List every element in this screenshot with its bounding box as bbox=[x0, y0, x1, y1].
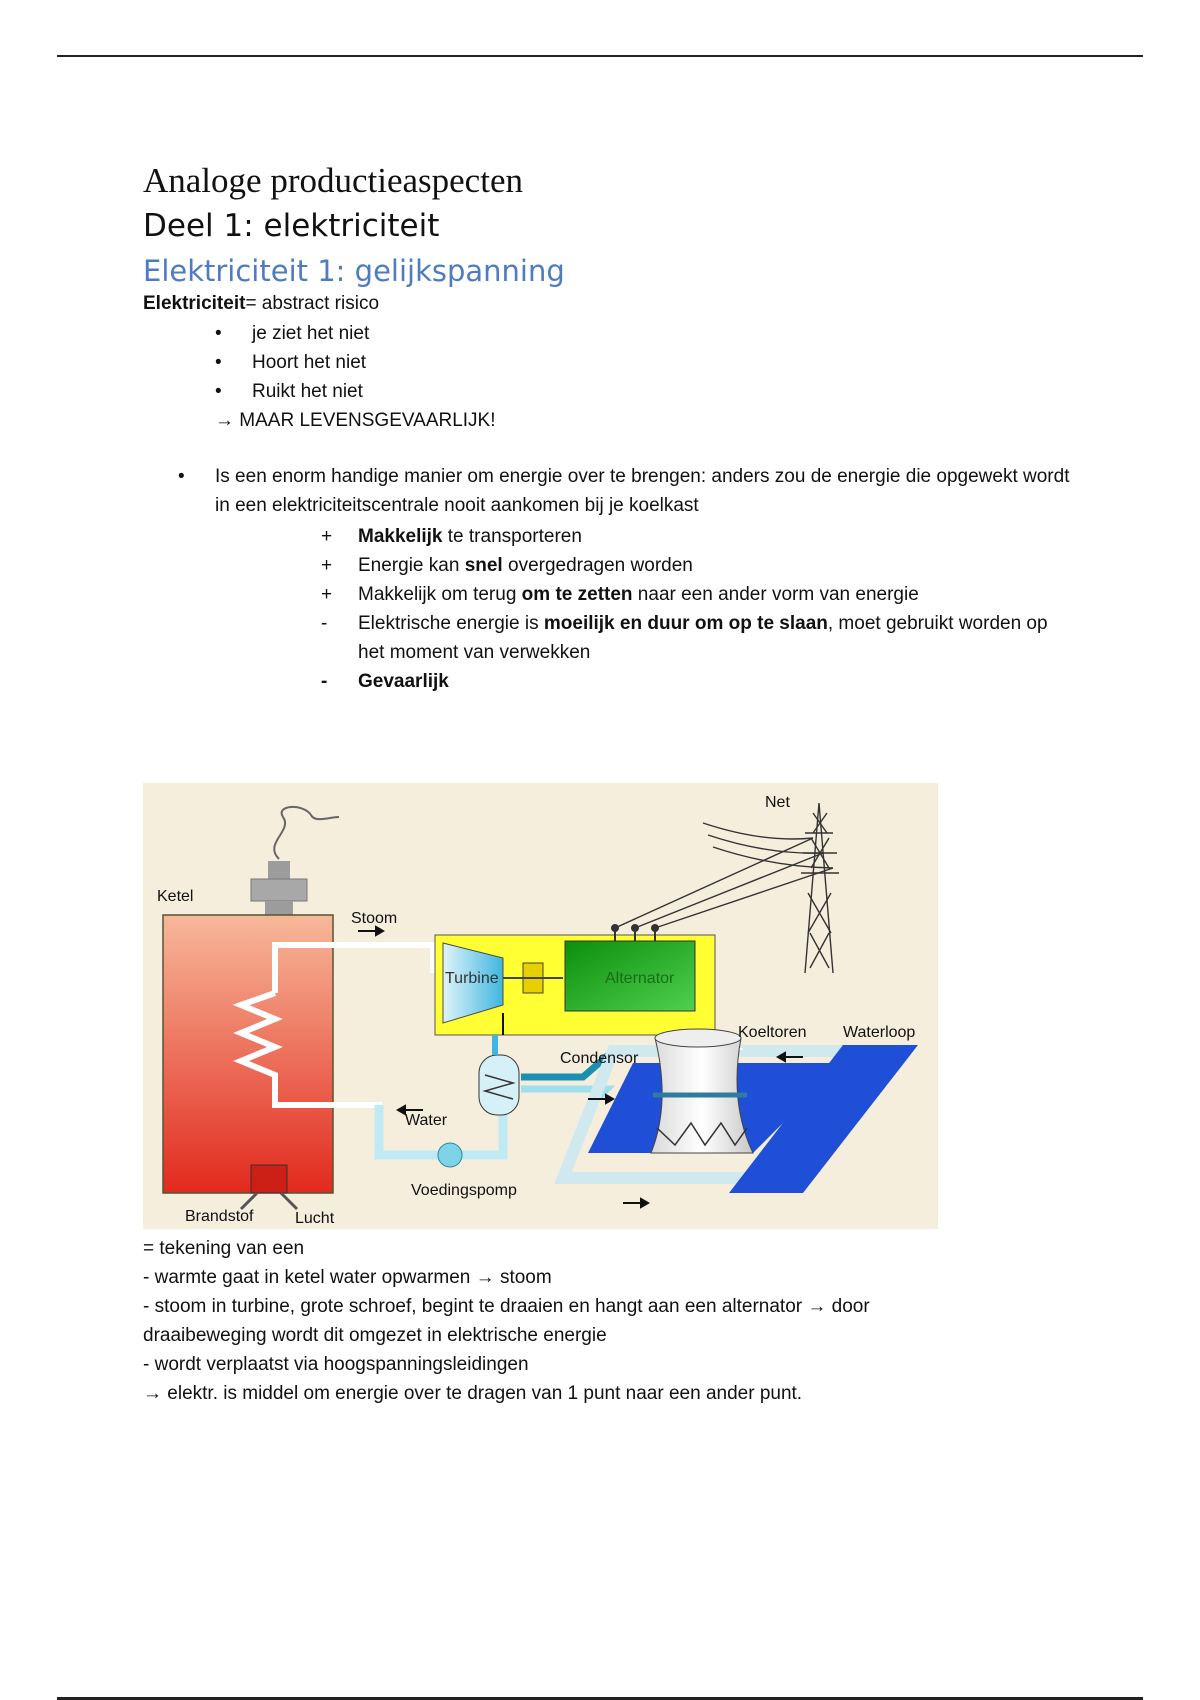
bullet-icon: • bbox=[215, 381, 222, 402]
definition-rest: = abstract risico bbox=[245, 293, 380, 314]
list-item: • Ruikt het niet bbox=[143, 377, 1073, 406]
cooling-tower-icon bbox=[651, 1029, 753, 1153]
list-item: • je ziet het niet bbox=[143, 319, 1073, 348]
plus-icon: + bbox=[321, 584, 333, 605]
power-plant-diagram bbox=[143, 783, 938, 1229]
arrow-icon: → bbox=[143, 1383, 162, 1404]
bullet-icon: • bbox=[215, 352, 222, 373]
arrow-icon: → bbox=[475, 1267, 495, 1288]
label-lucht: Lucht bbox=[295, 1210, 335, 1227]
plus-icon: + bbox=[321, 555, 333, 576]
header-rule bbox=[57, 55, 1143, 57]
minus-icon: - bbox=[321, 613, 328, 634]
figure-notes bbox=[143, 1234, 1073, 1408]
risk-conclusion: → MAAR LEVENSGEVAARLIJK! bbox=[215, 410, 496, 431]
document-title: Analoge productieaspecten bbox=[143, 161, 523, 200]
label-ketel: Ketel bbox=[157, 888, 194, 905]
burner bbox=[251, 1165, 287, 1193]
arrow-icon: → bbox=[807, 1296, 827, 1317]
list-item: + Energie kan snel overgedragen worden bbox=[143, 551, 1073, 580]
note-line: - warmte gaat in ketel water opwarmen → stoom bbox=[143, 1267, 552, 1288]
document-body bbox=[143, 160, 1073, 1408]
label-alternator: Alternator bbox=[605, 970, 675, 987]
definition-line bbox=[143, 290, 1073, 317]
plus-icon: + bbox=[321, 526, 333, 547]
list-item: - Elektrische energie is moeilijk en duur om op te slaan, moet gebruikt worden op het moment van verwekken bbox=[143, 609, 1073, 667]
section-heading: Elektriciteit 1: gelijkspanning bbox=[143, 254, 565, 288]
note-line: - stoom in turbine, grote schroef, begint te draaien en hangt aan een alternator → door draaibeweging wordt dit omgezet in elektrische energie bbox=[143, 1296, 870, 1346]
note-line: → elektr. is middel om energie over te dragen van 1 punt naar een ander punt. bbox=[143, 1383, 803, 1404]
feed-pump bbox=[438, 1143, 462, 1167]
label-voedingspomp: Voedingspomp bbox=[411, 1182, 517, 1199]
label-brandstof: Brandstof bbox=[185, 1208, 254, 1225]
main-list bbox=[143, 462, 1073, 520]
list-item: • Hoort het niet bbox=[143, 348, 1073, 377]
note-line: - wordt verplaatst via hoogspanningsleidingen bbox=[143, 1354, 529, 1375]
label-waterloop: Waterloop bbox=[843, 1024, 916, 1041]
arrow-icon: → bbox=[215, 410, 234, 431]
main-point-text: Is een enorm handige manier om energie over te brengen: anders zou de energie die opgewekt wordt in een elektriciteitscentrale nooit aankomen bij je koelkast bbox=[215, 466, 1070, 516]
list-item: + Makkelijk te transporteren bbox=[143, 522, 1073, 551]
condenser bbox=[479, 1055, 519, 1115]
label-koeltoren: Koeltoren bbox=[738, 1024, 807, 1041]
bullet-icon: • bbox=[178, 466, 185, 487]
label-water: Water bbox=[405, 1112, 448, 1129]
note-line: = tekening van een bbox=[143, 1238, 305, 1259]
bullet-icon: • bbox=[215, 323, 222, 344]
label-condensor: Condensor bbox=[560, 1050, 639, 1067]
list-item: - Gevaarlijk bbox=[143, 667, 1073, 696]
list-item: + Makkelijk om terug om te zetten naar een ander vorm van energie bbox=[143, 580, 1073, 609]
part-heading: Deel 1: elektriciteit bbox=[143, 208, 440, 244]
minus-icon: - bbox=[321, 671, 328, 692]
definition-term: Elektriciteit bbox=[143, 293, 246, 314]
risk-list bbox=[143, 319, 1073, 406]
boiler bbox=[163, 915, 333, 1193]
label-stoom: Stoom bbox=[351, 910, 398, 927]
label-net: Net bbox=[765, 794, 790, 811]
pros-cons-list bbox=[143, 522, 1073, 696]
list-item bbox=[143, 462, 1073, 520]
label-turbine: Turbine bbox=[445, 970, 499, 987]
